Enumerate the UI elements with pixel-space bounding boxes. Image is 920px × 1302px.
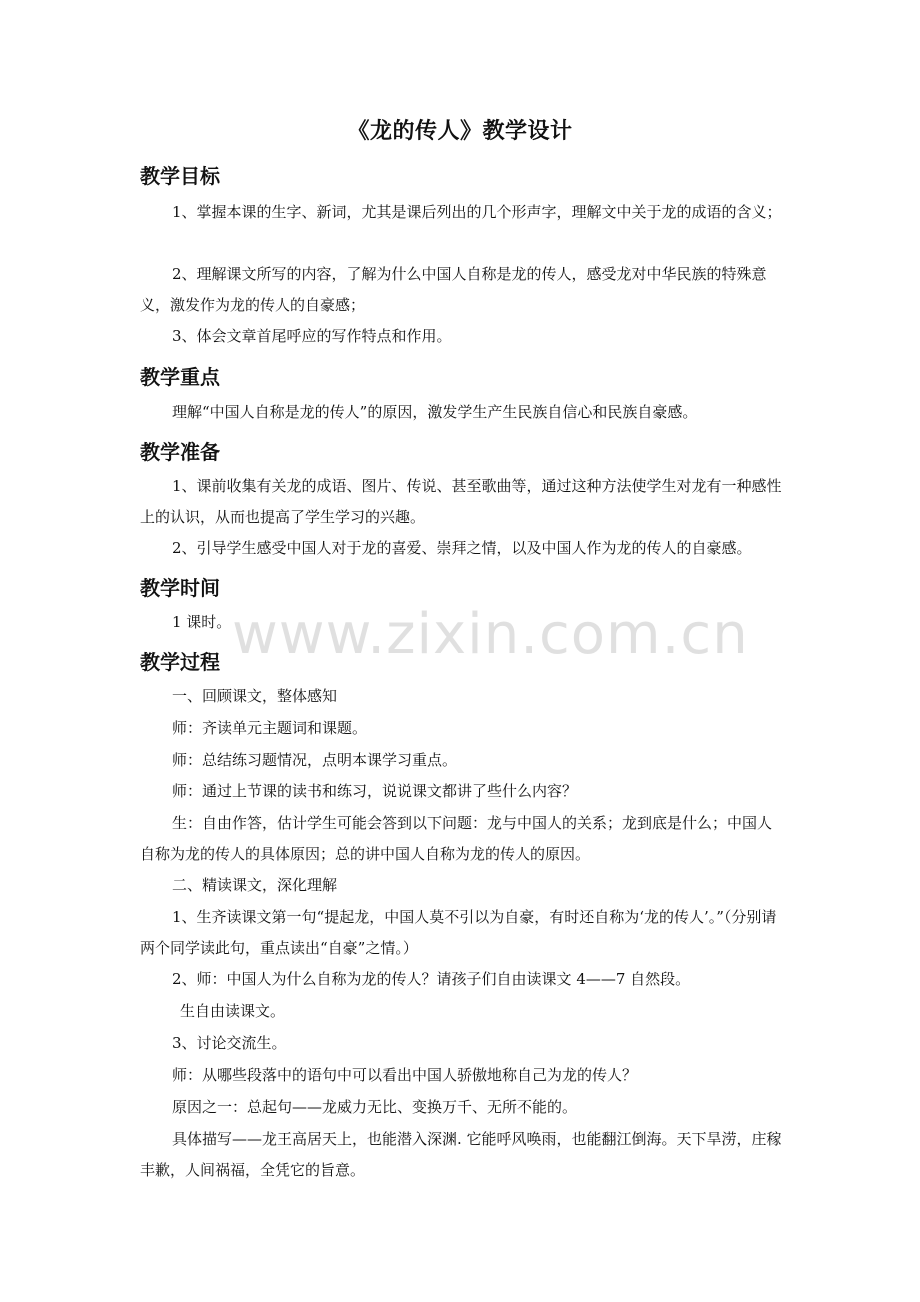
process-line-9: 生自由读课文。	[180, 1002, 286, 1020]
goal-item-3: 3、体会文章首尾呼应的写作特点和作用。	[172, 327, 452, 345]
process-line-7: 1、生齐读课文第一句“提起龙，中国人莫不引以为自豪，有时还自称为‘龙的传人’。”（分别请两个同学读此句，重点读出“自豪”之情。）	[140, 908, 777, 957]
process-line-2: 师：齐读单元主题词和课题。	[172, 719, 368, 737]
process-line-5: 生：自由作答，估计学生可能会答到以下问题：龙与中国人的关系；龙到底是什么；中国人自称为龙的传人的具体原因；总的讲中国人自称为龙的传人的原因。	[140, 814, 773, 863]
focus-text: 理解“中国人自称是龙的传人”的原因，激发学生产生民族自信心和民族自豪感。	[172, 403, 698, 421]
preparation-item-1: 1、课前收集有关龙的成语、图片、传说、甚至歌曲等，通过这种方法使学生对龙有一种感性上的认识，从而也提高了学生学习的兴趣。	[140, 477, 782, 526]
process-line-6: 二、精读课文，深化理解	[172, 876, 338, 894]
preparation-item-2: 2、引导学生感受中国人对于龙的喜爱、崇拜之情，以及中国人作为龙的传人的自豪感。	[172, 539, 752, 557]
process-line-4: 师：通过上节课的读书和练习，说说课文都讲了些什么内容？	[172, 782, 578, 800]
process-line-10: 3、讨论交流生。	[172, 1034, 287, 1052]
goal-item-1: 1、掌握本课的生字、新词，尤其是课后列出的几个形声字，理解文中关于龙的成语的含义；	[172, 203, 782, 221]
process-line-8: 2、师：中国人为什么自称为龙的传人？请孩子们自由读课文 4——7 自然段。	[172, 970, 691, 988]
document-title: 《龙的传人》教学设计	[347, 118, 573, 144]
heading-preparation: 教学准备	[140, 440, 220, 464]
heading-time: 教学时间	[140, 576, 220, 600]
process-line-13: 具体描写——龙王高居天上，也能潜入深渊. 它能呼风唤雨，也能翻江倒海。天下旱涝，庄稼丰歉，人间祸福，全凭它的旨意。	[140, 1130, 782, 1179]
process-line-3: 师：总结练习题情况，点明本课学习重点。	[172, 751, 458, 769]
process-line-1: 一、回顾课文，整体感知	[172, 687, 338, 705]
goal-item-2: 2、理解课文所写的内容，了解为什么中国人自称是龙的传人，感受龙对中华民族的特殊意义，激发作为龙的传人的自豪感；	[140, 265, 767, 314]
process-line-11: 师：从哪些段落中的语句中可以看出中国人骄傲地称自己为龙的传人？	[172, 1066, 638, 1084]
heading-goals: 教学目标	[140, 164, 220, 188]
process-line-12: 原因之一：总起句——龙威力无比、变换万千、无所不能的。	[172, 1098, 578, 1116]
time-text: 1 课时。	[172, 613, 232, 631]
watermark-text: www.zixin.com.cn	[232, 602, 749, 667]
heading-process: 教学过程	[140, 650, 220, 674]
heading-focus: 教学重点	[140, 365, 220, 389]
